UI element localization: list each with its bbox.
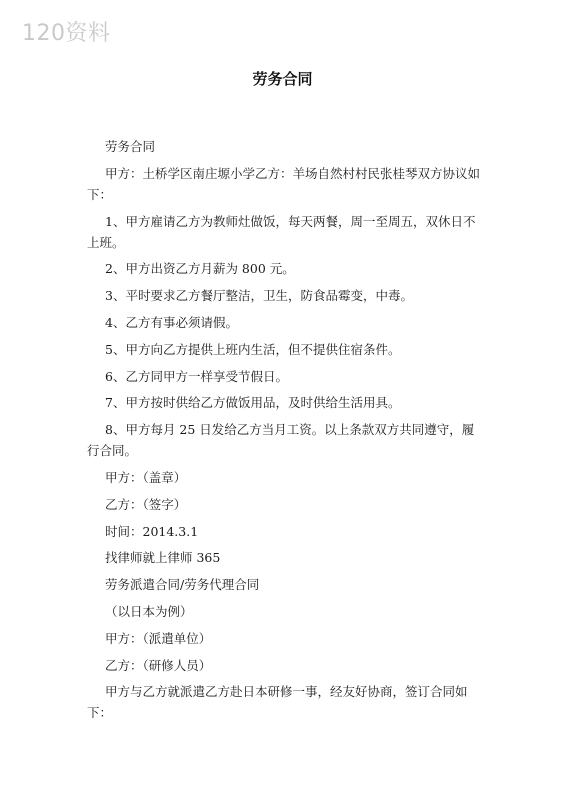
paragraph-date: 时间：2014.3.1 — [105, 523, 199, 539]
document-title: 劳务合同 — [252, 70, 313, 88]
paragraph-clause-2: 2、甲方出资乙方月薪为 800 元。 — [105, 261, 295, 277]
paragraph-clause-1: 1、甲方雇请乙方为教师灶做饭，每天两餐，周一至周五，双休日不上班。 — [87, 213, 476, 250]
paragraph-parties: 甲方：土桥学区南庄塬小学乙方：羊场自然村村民张桂琴双方协议如下： — [87, 165, 481, 202]
paragraph-clause-3: 3、平时要求乙方餐厅整洁，卫生，防食品霉变，中毒。 — [105, 288, 413, 304]
paragraph-party-b-sign: 乙方：（签字） — [105, 496, 187, 512]
paragraph-clause-7: 7、甲方按时供给乙方做饭用品，及时供给生活用具。 — [105, 395, 401, 411]
paragraph-clause-8: 8、甲方每月 25 日发给乙方当月工资。以上条款双方共同遵守，履行合同。 — [87, 422, 475, 459]
paragraph-agreement-intro: 甲方与乙方就派遣乙方赴日本研修一事，经友好协商，签订合同如下： — [87, 684, 468, 721]
paragraph-second-heading: 劳务派遣合同/劳务代理合同 — [105, 577, 260, 593]
document-body — [87, 136, 484, 729]
paragraph-clause-5: 5、甲方向乙方提供上班内生活，但不提供住宿条件。 — [105, 341, 401, 357]
paragraph-example-note: （以日本为例） — [105, 603, 193, 619]
paragraph-party-a-seal: 甲方：（盖章） — [105, 469, 187, 485]
paragraph-lawyer-ad: 找律师就上律师 365 — [105, 550, 221, 566]
paragraph-clause-4: 4、乙方有事必须请假。 — [105, 314, 238, 330]
paragraph-heading: 劳务合同 — [105, 139, 156, 154]
paragraph-clause-6: 6、乙方同甲方一样享受节假日。 — [105, 368, 288, 384]
paragraph-party-b-trainee: 乙方：（研修人员） — [105, 657, 212, 673]
watermark-logo: 120资料 — [22, 21, 111, 46]
paragraph-party-a-dispatch: 甲方：（派遣单位） — [105, 630, 212, 646]
